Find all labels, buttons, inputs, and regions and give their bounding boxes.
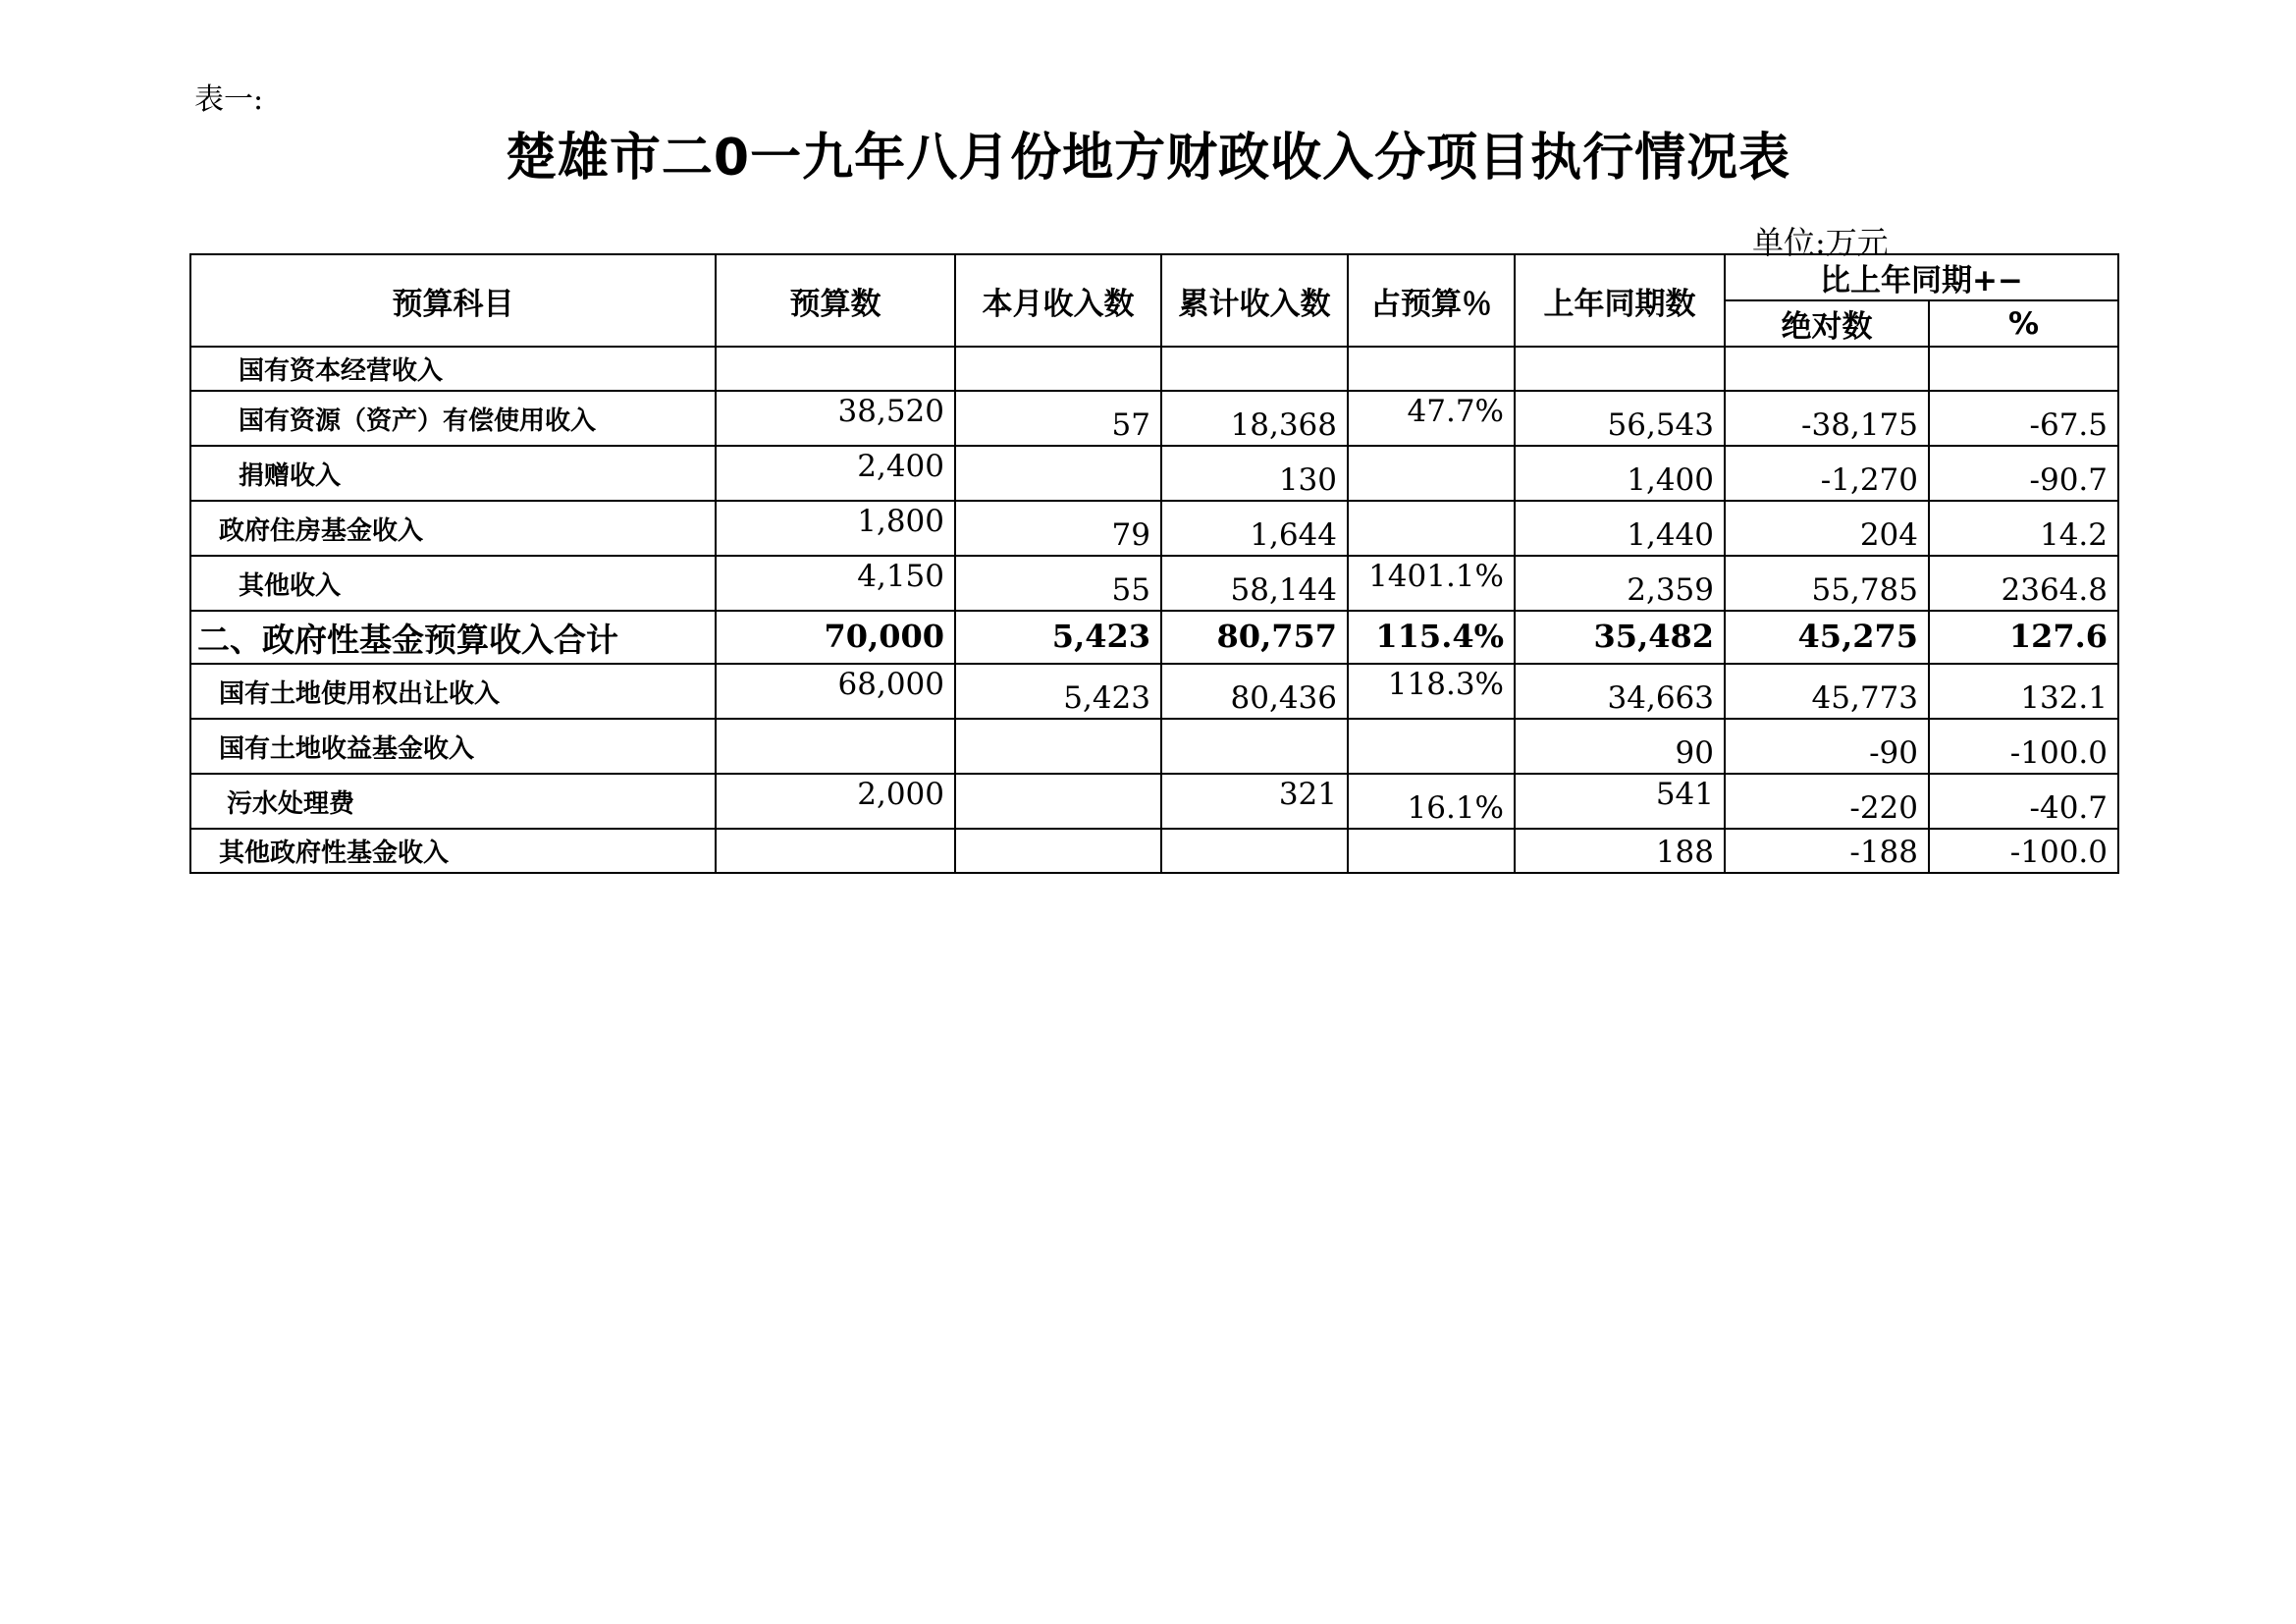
cell-month [955, 774, 1161, 829]
cell-last-year: 1,400 [1515, 446, 1725, 501]
cell-last-year: 90 [1515, 719, 1725, 774]
cell-last-year: 34,663 [1515, 664, 1725, 719]
table-row [190, 347, 2118, 391]
row-name: 国有土地收益基金收入 [190, 719, 716, 774]
cell-cumulative: 58,144 [1161, 556, 1348, 611]
cell-month [955, 829, 1161, 873]
cell-cumulative: 321 [1161, 774, 1348, 829]
cell-percent: -90.7 [1929, 446, 2118, 501]
cell-cumulative [1161, 719, 1348, 774]
row-name: 政府住房基金收入 [190, 501, 716, 556]
row-name: 国有资本经营收入 [190, 347, 716, 391]
cell-pct-budget: 47.7% [1348, 391, 1515, 446]
cell-last-year: 188 [1515, 829, 1725, 873]
cell-absolute [1725, 347, 1929, 391]
cell-percent: 127.6 [1929, 611, 2118, 664]
cell-month: 55 [955, 556, 1161, 611]
row-name: 国有土地使用权出让收入 [190, 664, 716, 719]
cell-last-year [1515, 347, 1725, 391]
table-row [190, 829, 2118, 873]
cell-percent: -100.0 [1929, 719, 2118, 774]
cell-budget: 2,000 [716, 774, 955, 829]
cell-percent: 132.1 [1929, 664, 2118, 719]
header-percent: % [1929, 300, 2118, 347]
cell-cumulative: 80,757 [1161, 611, 1348, 664]
cell-absolute: -38,175 [1725, 391, 1929, 446]
cell-pct-budget [1348, 347, 1515, 391]
cell-budget: 38,520 [716, 391, 955, 446]
row-name: 国有资源（资产）有偿使用收入 [190, 391, 716, 446]
table-label: 表一: [194, 82, 264, 117]
cell-month: 79 [955, 501, 1161, 556]
cell-budget: 1,800 [716, 501, 955, 556]
header-last-year: 上年同期数 [1515, 254, 1725, 347]
table-row [190, 501, 2118, 556]
cell-month: 5,423 [955, 664, 1161, 719]
table-row [190, 774, 2118, 829]
cell-absolute: 55,785 [1725, 556, 1929, 611]
cell-cumulative [1161, 347, 1348, 391]
cell-month [955, 446, 1161, 501]
cell-pct-budget [1348, 829, 1515, 873]
cell-month [955, 719, 1161, 774]
cell-last-year: 1,440 [1515, 501, 1725, 556]
table-row [190, 719, 2118, 774]
cell-month: 57 [955, 391, 1161, 446]
cell-absolute: 204 [1725, 501, 1929, 556]
header-month-income: 本月收入数 [955, 254, 1161, 347]
cell-month [955, 347, 1161, 391]
cell-budget [716, 347, 955, 391]
cell-cumulative: 80,436 [1161, 664, 1348, 719]
cell-budget: 4,150 [716, 556, 955, 611]
row-name: 捐赠收入 [190, 446, 716, 501]
cell-absolute: -188 [1725, 829, 1929, 873]
header-cumulative-income: 累计收入数 [1161, 254, 1348, 347]
cell-pct-budget [1348, 501, 1515, 556]
cell-percent: -67.5 [1929, 391, 2118, 446]
cell-absolute: 45,275 [1725, 611, 1929, 664]
header-pct-budget: 占预算％ [1348, 254, 1515, 347]
page-title: 楚雄市二0一九年八月份地方财政收入分项目执行情况表 [505, 129, 1791, 188]
table-row [190, 556, 2118, 611]
header-row [190, 254, 2118, 300]
cell-cumulative: 130 [1161, 446, 1348, 501]
cell-pct-budget: 115.4% [1348, 611, 1515, 664]
cell-budget: 68,000 [716, 664, 955, 719]
header-budget: 预算数 [716, 254, 955, 347]
cell-budget: 2,400 [716, 446, 955, 501]
table-row [190, 664, 2118, 719]
row-name: 其他收入 [190, 556, 716, 611]
header-subject: 预算科目 [190, 254, 716, 347]
cell-cumulative [1161, 829, 1348, 873]
total-row [190, 611, 2118, 664]
cell-absolute: -220 [1725, 774, 1929, 829]
cell-percent: -100.0 [1929, 829, 2118, 873]
cell-percent: 14.2 [1929, 501, 2118, 556]
cell-pct-budget: 1401.1% [1348, 556, 1515, 611]
cell-pct-budget [1348, 719, 1515, 774]
cell-absolute: -90 [1725, 719, 1929, 774]
cell-last-year: 56,543 [1515, 391, 1725, 446]
cell-pct-budget: 118.3% [1348, 664, 1515, 719]
cell-absolute: 45,773 [1725, 664, 1929, 719]
row-name: 污水处理费 [190, 774, 716, 829]
header-absolute: 绝对数 [1725, 300, 1929, 347]
cell-last-year: 35,482 [1515, 611, 1725, 664]
cell-percent: 2364.8 [1929, 556, 2118, 611]
row-name: 其他政府性基金收入 [190, 829, 716, 873]
table-row [190, 446, 2118, 501]
cell-budget: 70,000 [716, 611, 955, 664]
cell-pct-budget: 16.1% [1348, 774, 1515, 829]
cell-last-year: 541 [1515, 774, 1725, 829]
cell-last-year: 2,359 [1515, 556, 1725, 611]
revenue-table [189, 253, 2119, 874]
cell-pct-budget [1348, 446, 1515, 501]
cell-cumulative: 1,644 [1161, 501, 1348, 556]
cell-percent [1929, 347, 2118, 391]
cell-cumulative: 18,368 [1161, 391, 1348, 446]
unit-label: 单位:万元 [1752, 224, 1889, 261]
header-compare-group: 比上年同期+− [1725, 254, 2118, 300]
row-name: 二、政府性基金预算收入合计 [190, 611, 716, 664]
cell-budget [716, 719, 955, 774]
table-row [190, 391, 2118, 446]
cell-absolute: -1,270 [1725, 446, 1929, 501]
cell-percent: -40.7 [1929, 774, 2118, 829]
cell-month: 5,423 [955, 611, 1161, 664]
cell-budget [716, 829, 955, 873]
